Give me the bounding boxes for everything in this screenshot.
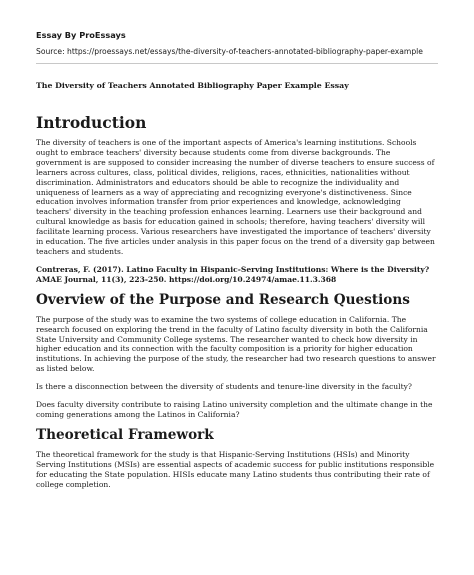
overview-paragraph: The purpose of the study was to examine the two systems of college education in California. The research focused on exploring the trend in the faculty of Latino faculty diversity in both the California State University and Community College systems. The researcher wanted to check how diversity in higher education and its connection with the faculty composition is a priority for higher education institutions. In achieving the purpose of the study, the researcher had two research questions to answer as listed below. — [36, 314, 436, 374]
brand-label: Essay By ProEssays — [36, 30, 126, 40]
overview-heading: Overview of the Purpose and Research Questions — [36, 291, 410, 308]
research-question-1: Is there a disconnection between the diversity of students and tenure-line diversity in the faculty? — [36, 382, 412, 392]
framework-paragraph: The theoretical framework for the study is that Hispanic-Serving Institutions (HSIs) and Minority Serving Institutions (MSIs) are essential aspects of academic success for public institutions responsible for educating the State population. HISIs educate many Latino students thus contributing their rate of college completion. — [36, 449, 435, 489]
citation: Contreras, F. (2017). Latino Faculty in Hispanic-Serving Institutions: Where is the Diversity? AMAE Journal, 11(3), 223-250. https://doi.org/10.24974/amae.11.3.368 — [36, 264, 430, 284]
header-divider — [36, 63, 438, 64]
document-body — [36, 114, 438, 489]
introduction-heading: Introduction — [36, 113, 147, 132]
framework-heading: Theoretical Framework — [36, 426, 214, 443]
introduction-paragraph: The diversity of teachers is one of the important aspects of America's learning institutions. Schools ought to embrace teachers' diversity because students come from diverse backgrounds. The government is are supposed to consider increasing the number of diverse teachers to ensure success of learners across cultures, class, political divides, religions, races, ethnicities, nationalities without discrimination. Administrators and educators should be able to recognize the individuality and uniqueness of learners as a way of appreciating and recognizing everyone's distinctiveness. Since education involves information transfer from prior experiences and knowledge, acknowledging teachers' diversity in the teaching profession enhances learning. Learners use their background and cultural knowledge as basis for education gained in schools; therefore, having teachers' diversity will facilitate learning process. Various researchers have investigated the importance of teachers' diversity in education. The five articles under analysis in this paper focus on the trend of a diversity gap between teachers and students. — [36, 138, 435, 256]
source-url[interactable]: Source: https://proessays.net/essays/the-diversity-of-teachers-annotated-bibliography-paper-example — [36, 47, 423, 56]
research-question-2: Does faculty diversity contribute to raising Latino university completion and the ultimate change in the coming generations among the Latinos in California? — [36, 400, 433, 419]
document-title: The Diversity of Teachers Annotated Bibliography Paper Example Essay — [36, 81, 349, 90]
